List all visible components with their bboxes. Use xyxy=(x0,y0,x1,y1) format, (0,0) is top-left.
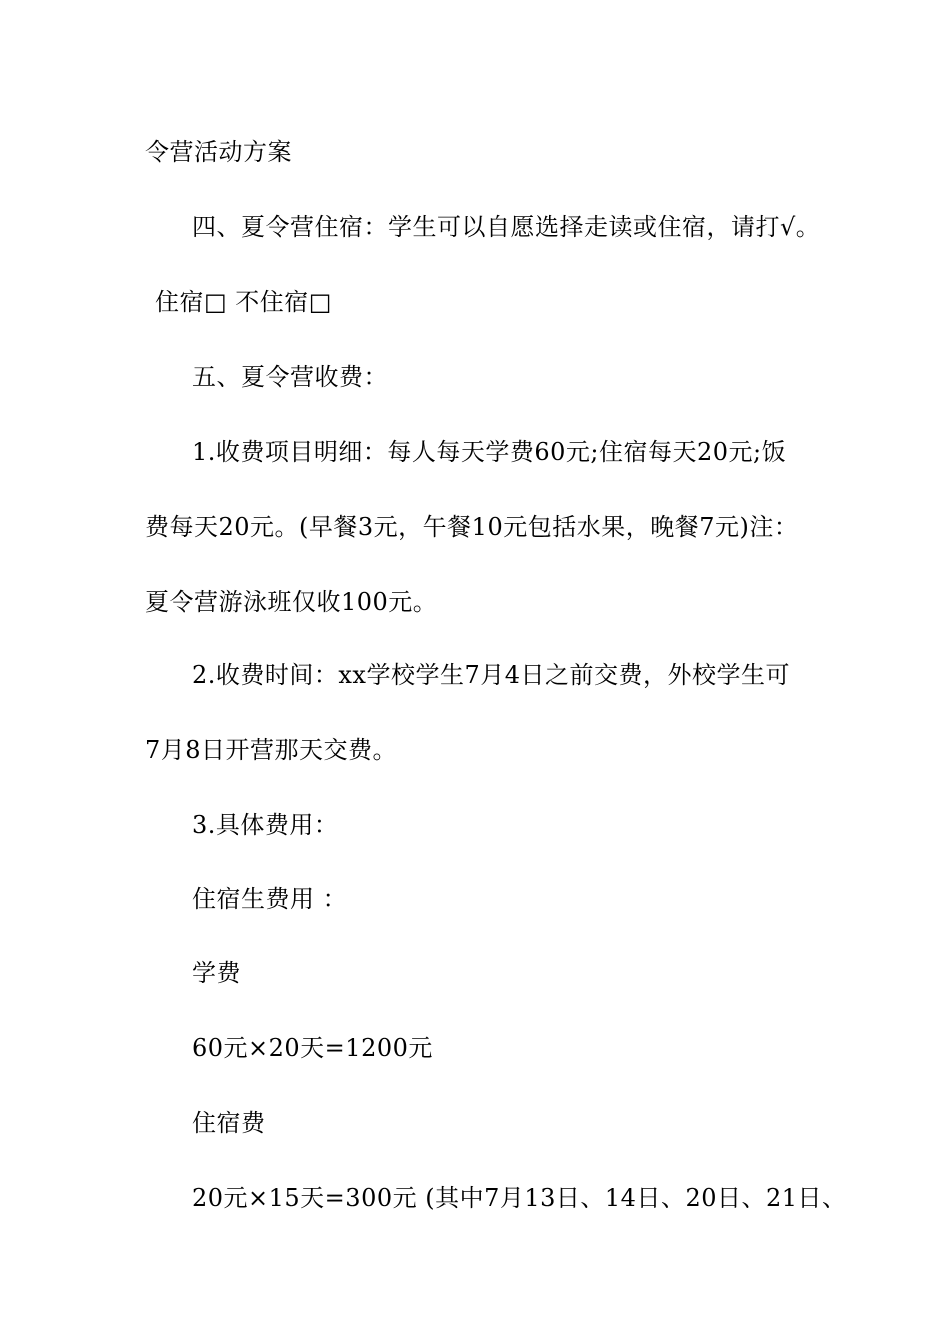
lodging-fee-calculation: 20元×15天=300元 (其中7月13日、14日、20日、21日、 xyxy=(192,1184,847,1212)
fee-detail-paragraph-line-2: 费每天20元。(早餐3元，午餐10元包括水果，晚餐7元)注： xyxy=(145,513,799,541)
section-five-heading: 五、夏令营收费： xyxy=(192,363,388,391)
fee-time-paragraph-line-2: 7月8日开营那天交费。 xyxy=(145,736,398,764)
boarding-costs-label: 住宿生费用 ： xyxy=(192,885,348,913)
section-four-heading: 四、夏令营住宿：学生可以自愿选择走读或住宿，请打√。 xyxy=(192,213,821,241)
fee-detail-paragraph-line-3: 夏令营游泳班仅收100元。 xyxy=(145,588,438,616)
lodging-checkbox-options: 住宿□ 不住宿□ xyxy=(155,288,332,316)
document-title-fragment: 令营活动方案 xyxy=(145,138,292,166)
lodging-fee-label: 住宿费 xyxy=(192,1109,266,1137)
tuition-label: 学费 xyxy=(192,959,241,987)
fee-time-paragraph-line-1: 2.收费时间：xx学校学生7月4日之前交费，外校学生可 xyxy=(192,661,791,689)
fee-detail-paragraph-line-1: 1.收费项目明细：每人每天学费60元;住宿每天20元;饭 xyxy=(192,438,787,466)
tuition-calculation: 60元×20天=1200元 xyxy=(192,1034,433,1062)
specific-costs-heading: 3.具体费用： xyxy=(192,811,339,839)
